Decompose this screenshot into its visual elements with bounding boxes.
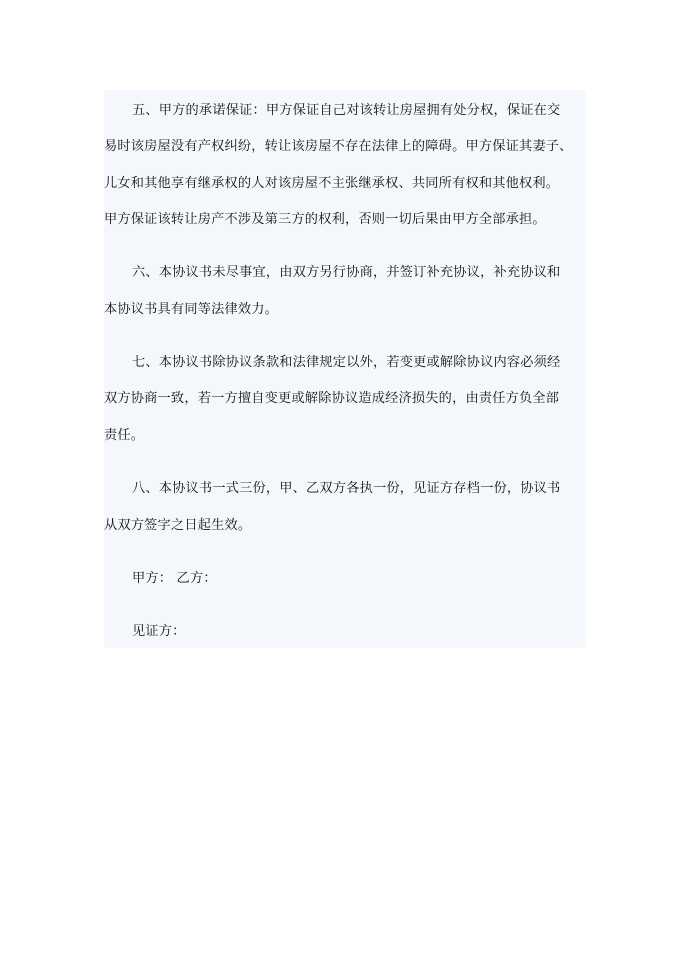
clause-5-line-2: 易时该房屋没有产权纠纷，转让该房屋不存在法律上的障碍。甲方保证其妻子、 (104, 139, 573, 154)
clause-7-line-1: 七、本协议书除协议条款和法律规定以外，若变更或解除协议内容必须经 (132, 355, 561, 370)
party-signature-labels: 甲方： 乙方： (132, 571, 217, 586)
clause-6-line-1: 六、本协议书未尽事宜，由双方另行协商，并签订补充协议，补充协议和 (132, 265, 561, 280)
document-body (104, 90, 586, 648)
clause-7-line-2: 双方协商一致，若一方擅自变更或解除协议造成经济损失的，由责任方负全部 (104, 391, 560, 406)
clause-6-line-2: 本协议书具有同等法律效力。 (104, 302, 279, 317)
clause-8-line-2: 从双方签字之日起生效。 (104, 518, 252, 533)
clause-7-line-3: 责任。 (104, 428, 145, 443)
witness-signature-label: 见证方： (132, 624, 186, 639)
clause-5-line-3: 儿女和其他享有继承权的人对该房屋不主张继承权、共同所有权和其他权利。 (104, 176, 560, 191)
clause-8-line-1: 八、本协议书一式三份，甲、乙双方各执一份，见证方存档一份，协议书 (132, 481, 561, 496)
clause-5-line-1: 五、甲方的承诺保证：甲方保证自己对该转让房屋拥有处分权，保证在交 (132, 103, 561, 118)
clause-5-line-4: 甲方保证该转让房产不涉及第三方的权利，否则一切后果由甲方全部承担。 (104, 212, 546, 227)
